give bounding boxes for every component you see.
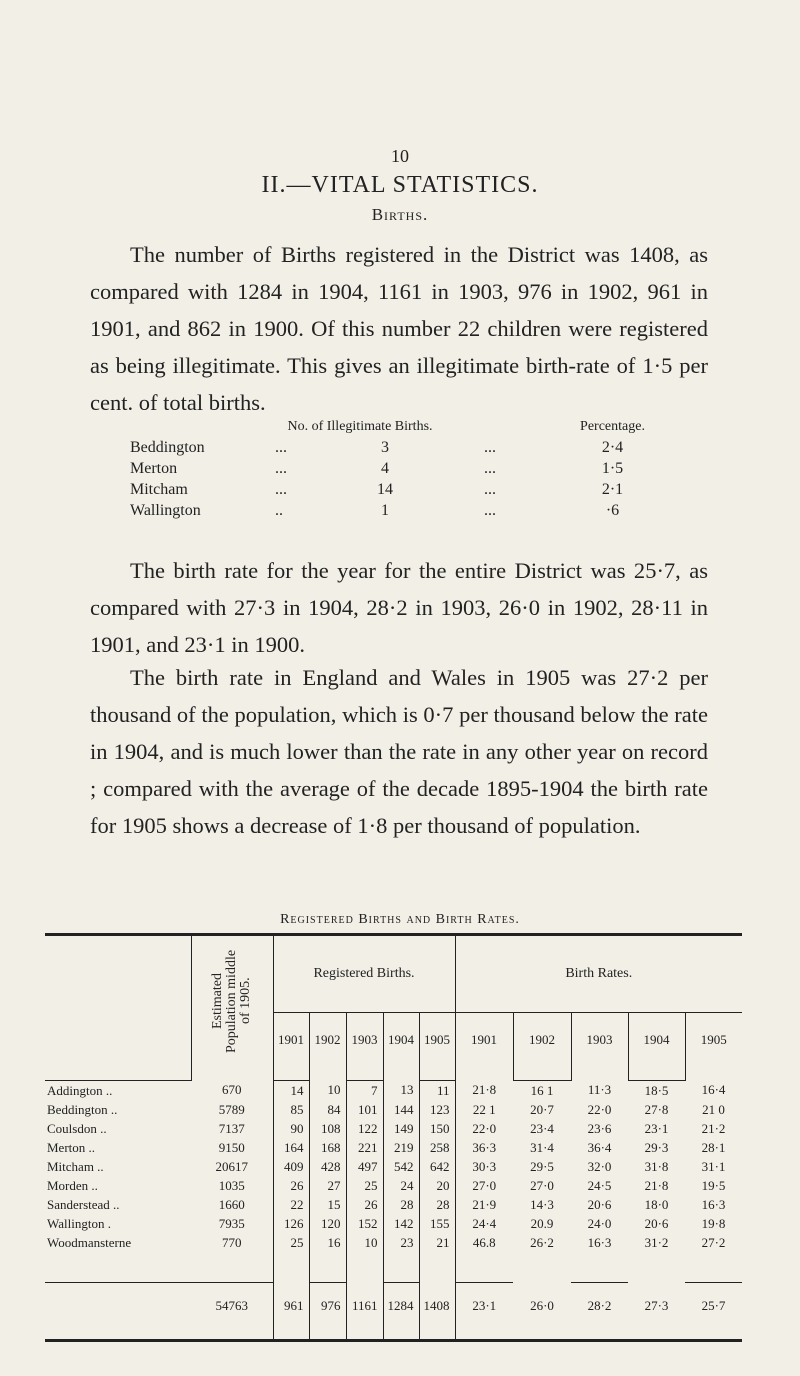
rate-value: 21·2 [701, 1120, 726, 1136]
table-row [130, 437, 690, 458]
year-header-rates: 1904 [628, 1013, 685, 1066]
district-name: Coulsdon .. [47, 1120, 107, 1136]
rate-value: 18·0 [644, 1196, 669, 1212]
rate-value: 16·4 [701, 1082, 726, 1098]
births-value: 85 [290, 1101, 304, 1117]
table-row [45, 1100, 742, 1119]
births-value: 155 [419, 1214, 455, 1233]
births-paragraph-3 [90, 659, 708, 844]
births-value: 101 [346, 1100, 383, 1119]
births-value: 108 [309, 1119, 346, 1138]
rate-value: 22 1 [472, 1101, 496, 1117]
rate-value: 29·3 [644, 1139, 669, 1155]
illegitimate-count-header: No. of Illegitimate Births. [287, 418, 433, 434]
births-value: 13 [383, 1081, 419, 1101]
illegitimate-percentage: 1·5 [601, 459, 624, 477]
illegitimate-births-table [130, 416, 690, 521]
births-value: 16 [309, 1233, 346, 1252]
rate-value: 21·8 [644, 1177, 669, 1193]
births-value: 15 [309, 1195, 346, 1214]
registered-births-header: Registered Births. [273, 935, 455, 1013]
rate-value: 29·5 [530, 1158, 554, 1174]
rate-value: 16·3 [587, 1234, 612, 1250]
rate-value: 20.9 [530, 1215, 554, 1231]
rate-value: 23·1 [644, 1120, 669, 1136]
rate-total: 28·2 [571, 1283, 628, 1330]
births-value: 122 [346, 1119, 383, 1138]
rate-value: 24·4 [472, 1215, 497, 1231]
births-value: 25 [346, 1176, 383, 1195]
rate-value: 36·4 [587, 1139, 612, 1155]
table-caption: Registered Births and Birth Rates. [280, 912, 520, 927]
births-value: 142 [383, 1214, 419, 1233]
rate-value: 21·8 [472, 1082, 497, 1098]
paragraph-text: The birth rate in England and Wales in 1905 was 27·2 per thousand of the population, which is 0·7 per thousand below the rate in 1904, and is much lower than the rate in any other year on record ; compared with the average of the decade 1895-1904 the birth rate for 1905 shows a decrease of 1·8 per thousand of population. [90, 665, 708, 838]
rate-value: 30·3 [472, 1158, 497, 1174]
rate-value: 21 0 [702, 1101, 725, 1117]
births-value: 428 [309, 1157, 346, 1176]
district-name: Sanderstead .. [47, 1196, 120, 1212]
table-row [130, 479, 690, 500]
population-value: 770 [191, 1233, 273, 1252]
year-header-rates: 1903 [571, 1013, 628, 1066]
rate-value: 31·1 [701, 1158, 726, 1174]
rate-value: 19·5 [701, 1177, 726, 1193]
rate-value: 28·1 [701, 1139, 726, 1155]
births-value: 27 [309, 1176, 346, 1195]
year-header-births: 1903 [346, 1013, 383, 1066]
births-total: 961 [284, 1297, 304, 1313]
district-name: Merton [130, 459, 178, 477]
births-value: 14 [290, 1082, 304, 1098]
births-value: 25 [290, 1234, 304, 1250]
births-heading: Births. [371, 205, 429, 224]
year-header-births: 1904 [383, 1013, 419, 1066]
population-value: 20617 [191, 1157, 273, 1176]
rate-value: 27·0 [530, 1177, 554, 1193]
leader-dots: ... [484, 480, 496, 498]
table-row [45, 1214, 742, 1233]
population-value: 1660 [191, 1195, 273, 1214]
rate-value: 22·0 [472, 1120, 497, 1136]
district-name: Wallington . [47, 1215, 111, 1231]
births-value: 26 [346, 1195, 383, 1214]
illegitimate-count: 14 [377, 480, 393, 498]
table-row [45, 1119, 742, 1138]
illegitimate-percentage: ·6 [605, 501, 620, 519]
illegitimate-percentage: 2·1 [601, 480, 624, 498]
table-row [45, 1195, 742, 1214]
rate-value: 27·8 [644, 1101, 669, 1117]
district-name: Beddington [130, 438, 205, 456]
year-header-rates: 1905 [685, 1013, 742, 1066]
district-name: Morden .. [47, 1177, 98, 1193]
births-value: 22 [290, 1196, 304, 1212]
rate-value: 20·7 [530, 1101, 554, 1117]
population-value: 5789 [191, 1100, 273, 1119]
district-name: Beddington .. [47, 1101, 118, 1117]
births-value: 90 [290, 1120, 304, 1136]
year-header-births: 1905 [419, 1013, 455, 1066]
rate-value: 32·0 [587, 1158, 612, 1174]
population-header: Estimated Population middle of 1905. [191, 935, 273, 1067]
births-value: 497 [346, 1157, 383, 1176]
year-header-births: 1902 [309, 1013, 346, 1066]
year-header-rates: 1901 [455, 1013, 513, 1066]
births-value: 168 [309, 1138, 346, 1157]
births-paragraph-1 [90, 236, 708, 421]
population-value: 1035 [191, 1176, 273, 1195]
rate-value: 22·0 [587, 1101, 612, 1117]
year-header-rates: 1902 [513, 1013, 571, 1066]
table-row [45, 1252, 742, 1283]
table-row [130, 458, 690, 479]
births-and-rates-table [45, 933, 742, 1342]
births-value: 7 [346, 1081, 383, 1101]
rate-total: 23·1 [455, 1283, 513, 1330]
rate-value: 31·8 [644, 1158, 669, 1174]
births-value: 258 [419, 1138, 455, 1157]
births-value: 10 [346, 1233, 383, 1252]
leader-dots: ... [484, 438, 496, 456]
district-name: Merton .. [47, 1139, 96, 1155]
section-title: II.—VITAL STATISTICS. [261, 172, 539, 198]
rate-value: 24·0 [587, 1215, 612, 1231]
births-paragraph-2 [90, 552, 708, 663]
leader-dots: .. [275, 501, 283, 519]
births-value: 84 [309, 1100, 346, 1119]
births-total: 1161 [346, 1283, 383, 1330]
births-value: 10 [309, 1081, 346, 1101]
births-value: 219 [383, 1138, 419, 1157]
rate-value: 14·3 [530, 1196, 554, 1212]
births-value: 20 [419, 1176, 455, 1195]
leader-dots: ... [275, 438, 287, 456]
page-number: 10 [391, 146, 409, 166]
births-value: 542 [383, 1157, 419, 1176]
rate-value: 21·9 [472, 1196, 497, 1212]
table-row [45, 1283, 742, 1330]
rate-value: 23·4 [530, 1120, 554, 1136]
leader-dots: ... [484, 459, 496, 477]
rate-value: 11·3 [587, 1082, 612, 1098]
district-name: Addington .. [47, 1082, 113, 1098]
illegitimate-count: 1 [381, 501, 389, 519]
leader-dots: ... [275, 480, 287, 498]
births-value: 26 [290, 1177, 304, 1193]
rate-value: 16·3 [701, 1196, 726, 1212]
table-row [45, 1176, 742, 1195]
rate-value: 31·2 [644, 1234, 669, 1250]
illegitimate-percentage: 2·4 [601, 438, 624, 456]
rate-value: 23·6 [587, 1120, 612, 1136]
births-value: 164 [284, 1139, 304, 1155]
district-name: Woodmansterne [47, 1234, 132, 1250]
births-total: 1408 [419, 1283, 455, 1330]
births-value: 152 [346, 1214, 383, 1233]
rate-value: 36·3 [472, 1139, 497, 1155]
births-value: 120 [309, 1214, 346, 1233]
leader-dots: ... [484, 501, 496, 519]
population-total: 54763 [191, 1283, 273, 1330]
births-value: 150 [419, 1119, 455, 1138]
paragraph-text: The number of Births registered in the District was 1408, as compared with 1284 in 1904, 1161 in 1903, 976 in 1902, 961 in 1901, and 862 in 1900. Of this number 22 children were registered as being illegitimate. This gives an illegitimate birth-rate of 1·5 per cent. of total births. [90, 242, 708, 415]
population-value: 7935 [191, 1214, 273, 1233]
rate-total: 26·0 [530, 1297, 554, 1313]
rate-value: 20·6 [587, 1196, 612, 1212]
percentage-header: Percentage. [580, 418, 645, 434]
rate-value: 26·2 [530, 1234, 554, 1250]
population-value: 670 [191, 1081, 273, 1101]
births-value: 144 [383, 1100, 419, 1119]
births-value: 21 [419, 1233, 455, 1252]
birth-rates-header: Birth Rates. [455, 935, 742, 1013]
births-value: 409 [284, 1158, 304, 1174]
births-value: 221 [346, 1138, 383, 1157]
rate-value: 19·8 [701, 1215, 726, 1231]
leader-dots: ... [275, 459, 287, 477]
births-value: 126 [284, 1215, 304, 1231]
population-value: 7137 [191, 1119, 273, 1138]
rate-value: 16 1 [530, 1082, 554, 1098]
births-value: 23 [383, 1233, 419, 1252]
table-row [45, 1138, 742, 1157]
table-row [45, 1157, 742, 1176]
rate-value: 27·0 [472, 1177, 497, 1193]
births-value: 24 [383, 1176, 419, 1195]
rate-value: 27·2 [701, 1234, 726, 1250]
rate-value: 24·5 [587, 1177, 612, 1193]
births-value: 123 [419, 1100, 455, 1119]
births-value: 28 [419, 1195, 455, 1214]
births-total: 976 [309, 1283, 346, 1330]
paragraph-text: The birth rate for the year for the entire District was 25·7, as compared with 27·3 in 1904, 28·2 in 1903, 26·0 in 1902, 28·11 in 1901, and 23·1 in 1900. [90, 558, 708, 657]
district-name: Mitcham [130, 480, 188, 498]
births-value: 642 [419, 1157, 455, 1176]
table-row [45, 1329, 742, 1341]
table-row [45, 1081, 742, 1101]
population-value: 9150 [191, 1138, 273, 1157]
illegitimate-count: 3 [381, 438, 389, 456]
rate-value: 31·4 [530, 1139, 554, 1155]
illegitimate-count: 4 [381, 459, 389, 477]
births-value: 149 [383, 1119, 419, 1138]
births-value: 11 [419, 1081, 455, 1101]
rate-total: 25·7 [685, 1283, 742, 1330]
rate-value: 46.8 [472, 1234, 496, 1250]
rate-total: 27·3 [644, 1297, 669, 1313]
year-header-births: 1901 [278, 1031, 304, 1047]
table-row [45, 1233, 742, 1252]
births-total: 1284 [383, 1283, 419, 1330]
births-value: 28 [383, 1195, 419, 1214]
rate-value: 20·6 [644, 1215, 669, 1231]
table-row [130, 500, 690, 521]
rate-value: 18·5 [644, 1082, 669, 1098]
district-name: Mitcham .. [47, 1158, 104, 1174]
district-name: Wallington [130, 501, 201, 519]
